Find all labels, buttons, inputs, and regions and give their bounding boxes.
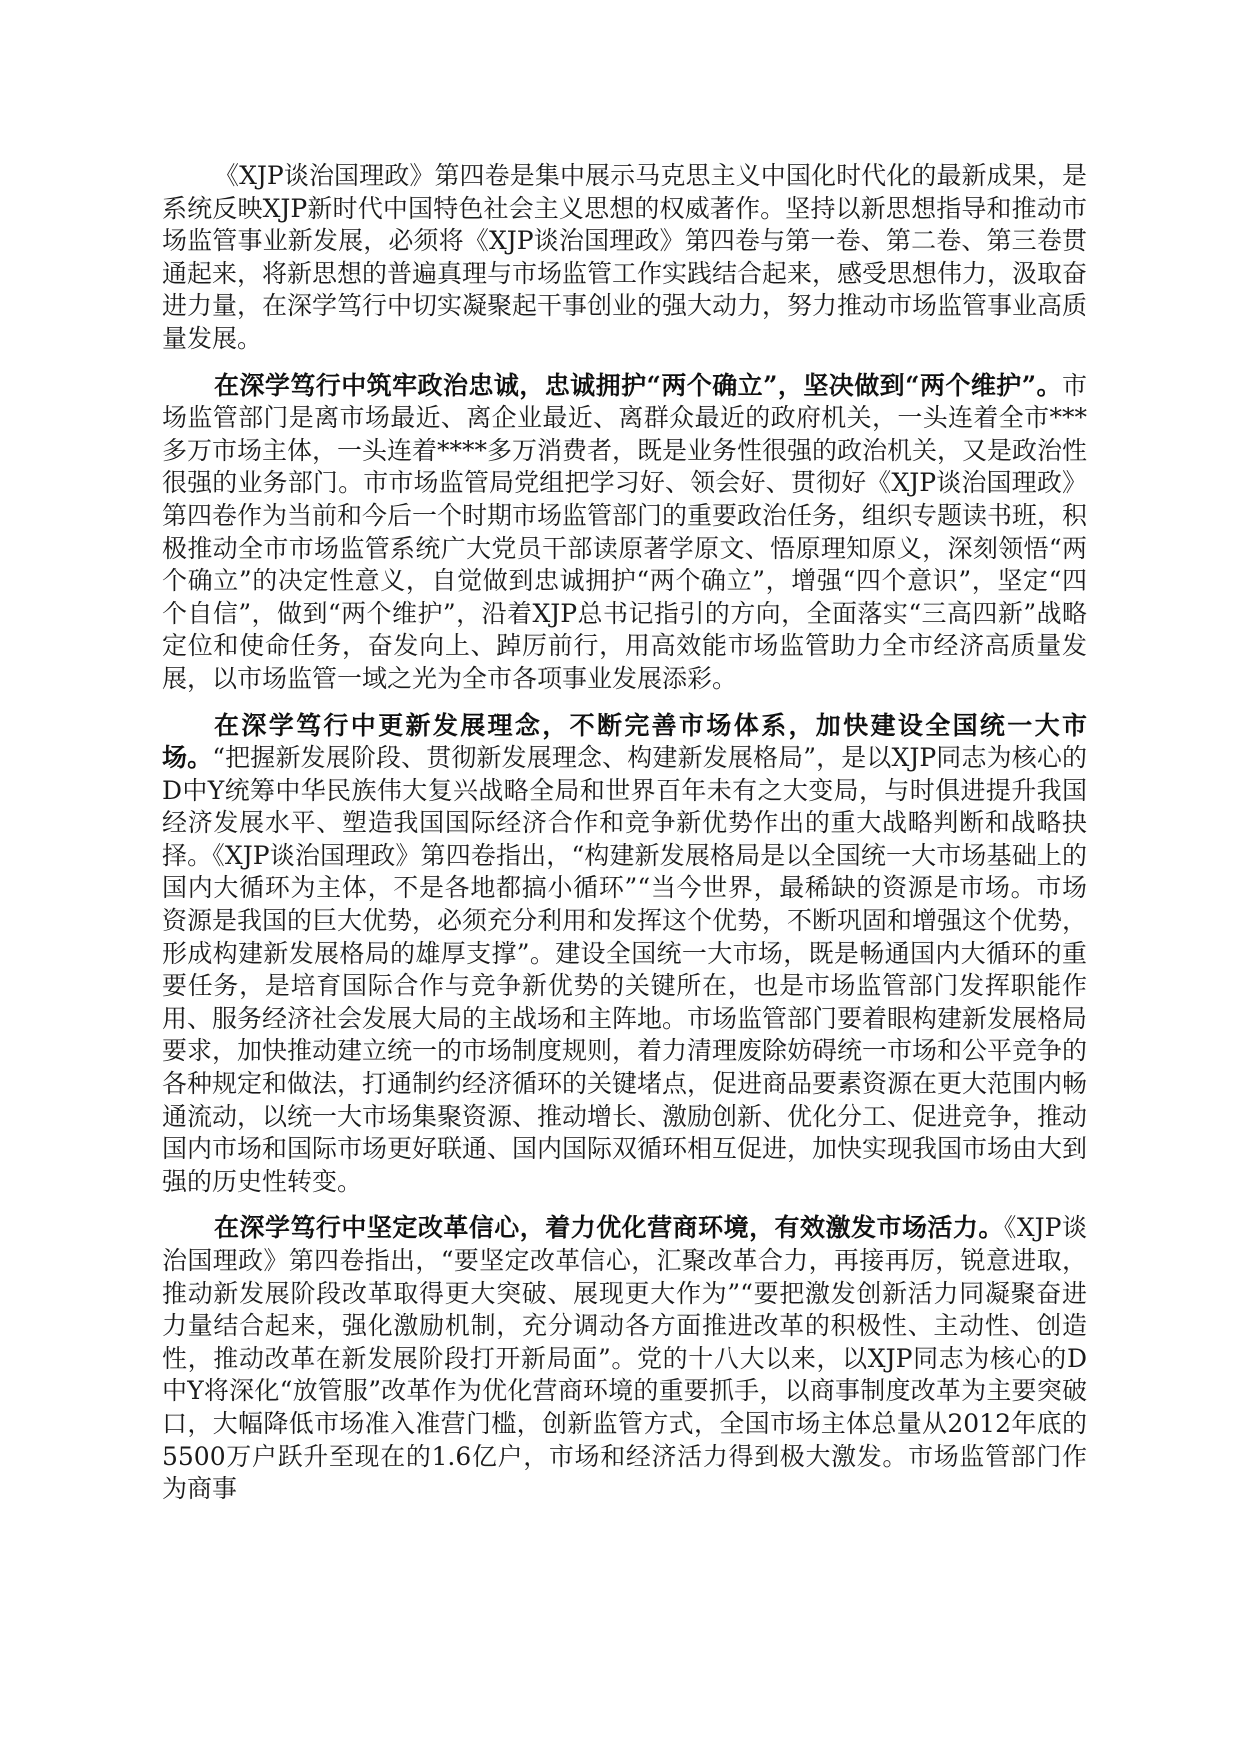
paragraph-4	[162, 1212, 1087, 1505]
paragraph-2-heading: 在深学笃行中筑牢政治忠诚，忠诚拥护“两个确立”，坚决做到“两个维护”。	[214, 370, 1062, 400]
document-page	[162, 160, 1087, 1520]
paragraph-4-text: 《XJP谈治国理政》第四卷指出，“要坚定改革信心，汇聚改革合力，再接再厉，锐意进取，推动新发展阶段改革取得更大突破、展现更大作为”“要把激发创新活力同凝聚奋进力量结合起来，强化激励机制，充分调动各方面推进改革的积极性、主动性、创造性，推动改革在新发展阶段打开新局面”。党的十八大以来，以XJP同志为核心的D中Y将深化“放管服”改革作为优化营商环境的重要抓手，以商事制度改革为主要突破口，大幅降低市场准入准营门槛，创新监管方式，全国市场主体总量从2012年底的5500万户跃升至现在的1.6亿户，市场和经济活力得到极大激发。市场监管部门作为商事	[162, 1213, 1087, 1504]
paragraph-2-text: 市场监管部门是离市场最近、离企业最近、离群众最近的政府机关，一头连着全市***多万市场主体，一头连着****多万消费者，既是业务性很强的政治机关，又是政治性很强的业务部门。市市场监管局党组把学习好、领会好、贯彻好《XJP谈治国理政》第四卷作为当前和今后一个时期市场监管部门的重要政治任务，组织专题读书班，积极推动全市市场监管系统广大党员干部读原著学原文、悟原理知原义，深刻领悟“两个确立”的决定性意义，自觉做到忠诚拥护“两个确立”，增强“四个意识”，坚定“四个自信”，做到“两个维护”，沿着XJP总书记指引的方向，全面落实“三高四新”战略定位和使命任务，奋发向上、踔厉前行，用高效能市场监管助力全市经济高质量发展，以市场监管一域之光为全市各项事业发展添彩。	[162, 370, 1088, 693]
paragraph-1	[162, 160, 1087, 356]
paragraph-1-text: 《XJP谈治国理政》第四卷是集中展示马克思主义中国化时代化的最新成果，是系统反映XJP新时代中国特色社会主义思想的权威著作。坚持以新思想指导和推动市场监管事业新发展，必须将《XJP谈治国理政》第四卷与第一卷、第二卷、第三卷贯通起来，将新思想的普遍真理与市场监管工作实践结合起来，感受思想伟力，汲取奋进力量，在深学笃行中切实凝聚起干事创业的强大动力，努力推动市场监管事业高质量发展。	[162, 161, 1088, 353]
paragraph-2	[162, 370, 1087, 696]
paragraph-3	[162, 710, 1087, 1199]
paragraph-4-heading: 在深学笃行中坚定改革信心，着力优化营商环境，有效激发市场活力。	[214, 1213, 1004, 1243]
paragraph-3-heading: 在深学笃行中更新发展理念，不断完善市场体系，加快建设全国统一大市场。	[162, 710, 1087, 773]
paragraph-3-text: “把握新发展阶段、贯彻新发展理念、构建新发展格局”，是以XJP同志为核心的D中Y统筹中华民族伟大复兴战略全局和世界百年未有之大变局，与时俱进提升我国经济发展水平、塑造我国国际经济合作和竞争新优势作出的重大战略判断和战略抉择。《XJP谈治国理政》第四卷指出，“构建新发展格局是以全国统一大市场基础上的国内大循环为主体，不是各地都搞小循环”“当今世界，最稀缺的资源是市场。市场资源是我国的巨大优势，必须充分利用和发挥这个优势，不断巩固和增强这个优势，形成构建新发展格局的雄厚支撑”。建设全国统一大市场，既是畅通国内大循环的重要任务，是培育国际合作与竞争新优势的关键所在，也是市场监管部门发挥职能作用、服务经济社会发展大局的主战场和主阵地。市场监管部门要着眼构建新发展格局要求，加快推动建立统一的市场制度规则，着力清理废除妨碍统一市场和公平竞争的各种规定和做法，打通制约经济循环的关键堵点，促进商品要素资源在更大范围内畅通流动，以统一大市场集聚资源、推动增长、激励创新、优化分工、促进竞争，推动国内市场和国际市场更好联通、国内国际双循环相互促进，加快实现我国市场由大到强的历史性转变。	[162, 743, 1088, 1196]
